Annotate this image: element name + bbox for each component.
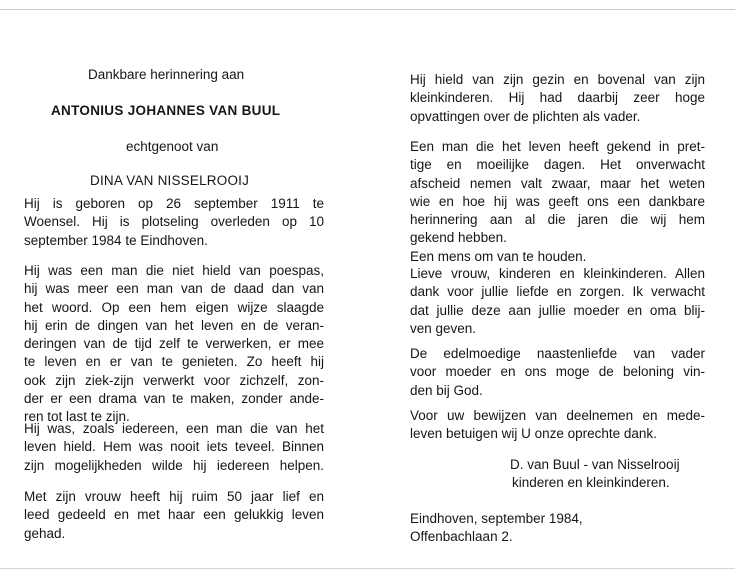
text-line: Hij is geboren op 26 september 1911 te	[24, 196, 324, 211]
character-paragraph	[24, 262, 324, 427]
text-line: te leven en er van te genieten. Zo heeft hij	[24, 354, 324, 370]
text-line: der er een drama van te maken, zonder ande-	[24, 391, 324, 407]
deceased-name: ANTONIUS JOHANNES VAN BUUL	[51, 103, 281, 118]
helpful-paragraph	[24, 420, 324, 475]
text-line: Hij was, zoals iedereen, een man die van het	[24, 421, 324, 436]
text-line: kleinkinderen. Hij had daarbij zeer hoge	[410, 90, 705, 106]
text-line: herinnering aan al die jaren die wij hem	[410, 212, 705, 228]
text-line: zijn mogelijkheden wilde hij iedereen helpen.	[24, 457, 324, 473]
text-line: ook zijn ziek-zijn verwerkt voor zichzelf, zon-	[24, 372, 324, 388]
text-line: dank voor jullie liefde en zorgen. Ik verwacht	[410, 284, 705, 300]
text-line: gekend hebben.	[410, 230, 507, 246]
text-line: ven geven.	[410, 320, 477, 336]
text-line: september 1984 te Eindhoven.	[24, 232, 208, 248]
text-line: Hij hield van zijn gezin en bovenal van zijn	[410, 72, 705, 87]
text-line: Voor uw bewijzen van deelnemen en mede-	[410, 408, 705, 423]
intro-text: Dankbare herinnering aan	[88, 67, 245, 82]
text-line: leven hield. Hem was nooit iets teveel. Binnen	[24, 439, 324, 455]
text-line: afscheid nemen valt zwaar, maar het weten	[410, 175, 705, 191]
text-line: Hij was een man die niet hield van poespas,	[24, 263, 324, 278]
text-line: wie en hoe hij was geeft ons een dankbare	[410, 193, 705, 209]
top-edge-line	[0, 9, 735, 10]
signature-family: kinderen en kleinkinderen.	[512, 475, 670, 490]
text-line: hij erin de dingen van het leven en de veran-	[24, 317, 324, 333]
text-line: voor moeder en ons moge de beloning vin-	[410, 364, 705, 380]
text-line: het woord. Op een hem eigen wijze slaagde	[24, 299, 324, 315]
text-line: Woensel. Hij is plotseling overleden op 10	[24, 214, 324, 230]
address: Offenbachlaan 2.	[410, 529, 513, 544]
birth-death-paragraph	[24, 195, 324, 250]
text-line: leven betuigen wij U onze oprechte dank.	[410, 426, 657, 442]
text-line: dat jullie deze aan jullie moeder en oma blij-	[410, 302, 705, 318]
text-line: gehad.	[24, 525, 66, 541]
spouse-name: DINA VAN NISSELROOIJ	[90, 173, 250, 188]
text-line: ren tot last te zijn.	[24, 409, 130, 425]
signature-name: D. van Buul - van Nisselrooij	[510, 457, 680, 472]
remembrance-paragraph	[410, 138, 705, 266]
text-line: leed gedeeld en met haar een gelukkig leven	[24, 507, 324, 523]
text-line: Een man die het leven heeft gekend in pret-	[410, 139, 705, 154]
text-line: deringen van de tijd zelf te verwerken, er mee	[24, 336, 324, 352]
text-line: Lieve vrouw, kinderen en kleinkinderen. Allen	[410, 266, 705, 281]
text-line: Met zijn vrouw heeft hij ruim 50 jaar lief en	[24, 489, 324, 504]
charity-paragraph	[410, 345, 705, 400]
farewell-paragraph	[410, 265, 705, 338]
text-line: hij was meer een man van de daad dan van	[24, 281, 324, 297]
place-date: Eindhoven, september 1984,	[410, 511, 583, 526]
bottom-edge-line	[0, 568, 735, 569]
relation-text: echtgenoot van	[126, 139, 219, 154]
thanks-paragraph	[410, 407, 705, 444]
text-line: tige en moeilijke dagen. Het onverwacht	[410, 157, 705, 173]
text-line: opvattingen over de plichten als vader.	[410, 108, 641, 124]
family-paragraph	[410, 71, 705, 126]
text-line: den bij God.	[410, 382, 483, 398]
marriage-paragraph	[24, 488, 324, 543]
text-line: De edelmoedige naastenliefde van vader	[410, 346, 705, 361]
text-line: Een mens om van te houden.	[410, 248, 587, 264]
